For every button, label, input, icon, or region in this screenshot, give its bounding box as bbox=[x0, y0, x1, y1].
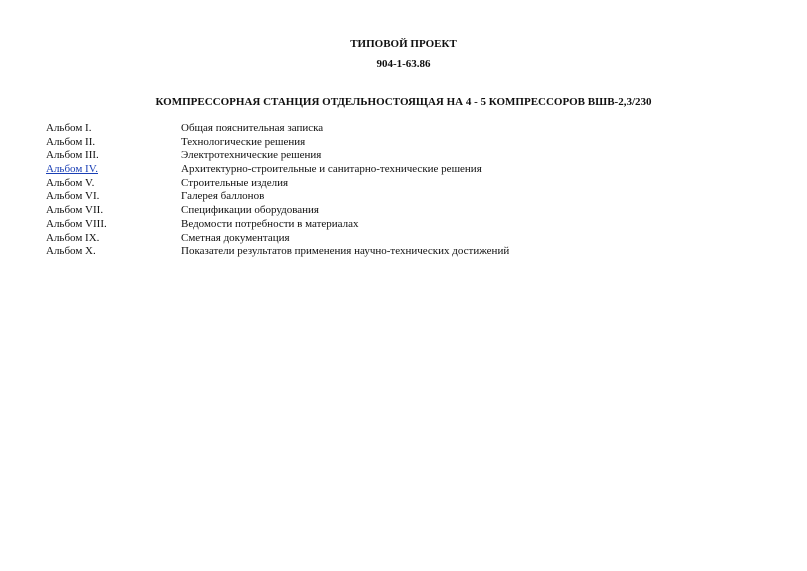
project-code: 904-1-63.86 bbox=[376, 58, 431, 70]
album-description: Спецификации оборудования bbox=[181, 204, 319, 217]
document-subtitle: КОМПРЕССОРНАЯ СТАНЦИЯ ОТДЕЛЬНОСТОЯЩАЯ НА 4 - 5 КОМПРЕССОРОВ ВШВ-2,3/230 bbox=[155, 96, 652, 108]
album-number: Альбом VIII. bbox=[46, 217, 107, 230]
album-description: Строительные изделия bbox=[181, 176, 289, 189]
album-iv-link[interactable]: Альбом IV. bbox=[46, 163, 98, 176]
album-row bbox=[46, 204, 786, 218]
album-row bbox=[46, 122, 786, 136]
album-row bbox=[46, 177, 786, 191]
album-description: Показатели результатов применения научно-технических достижений bbox=[181, 245, 510, 258]
album-row bbox=[46, 190, 786, 204]
album-row bbox=[46, 218, 786, 232]
album-description: Галерея баллонов bbox=[181, 190, 265, 203]
album-number: Альбом IX. bbox=[46, 231, 100, 244]
album-description: Сметная документация bbox=[181, 231, 290, 244]
album-row bbox=[46, 245, 786, 259]
album-description: Ведомости потребности в материалах bbox=[181, 217, 359, 230]
album-number: Альбом I. bbox=[46, 122, 92, 134]
album-row bbox=[46, 136, 786, 150]
album-number: Альбом X. bbox=[46, 245, 96, 258]
album-list bbox=[46, 122, 786, 259]
album-number: Альбом III. bbox=[46, 149, 99, 162]
document-title: ТИПОВОЙ ПРОЕКТ bbox=[350, 38, 457, 50]
album-description: Технологические решения bbox=[181, 135, 306, 148]
album-number: Альбом II. bbox=[46, 135, 96, 148]
album-number: Альбом V. bbox=[46, 176, 95, 189]
album-number: Альбом VI. bbox=[46, 190, 100, 203]
album-description: Общая пояснительная записка bbox=[181, 122, 324, 134]
album-description: Электротехнические решения bbox=[181, 149, 322, 162]
album-description: Архитектурно-строительные и санитарно-технические решения bbox=[181, 163, 482, 176]
album-row bbox=[46, 149, 786, 163]
album-number: Альбом VII. bbox=[46, 204, 104, 217]
album-row bbox=[46, 232, 786, 246]
album-row bbox=[46, 163, 786, 177]
